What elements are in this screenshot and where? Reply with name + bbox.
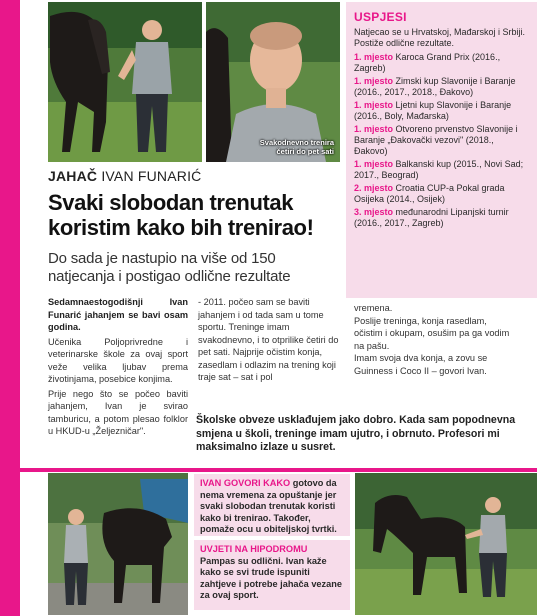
article-column-1 bbox=[48, 296, 188, 438]
achievement-place: 1. mjesto bbox=[354, 52, 394, 62]
article-paragraph: Prije nego što se počeo baviti jahanjem, Ivan je svirao tamburicu, a potom plesao folklor u HKUD-u „Željezničar". bbox=[48, 388, 188, 436]
achievement-text: Otvoreno prvenstvo Slavonije i Baranje „Đakovački vezovi" (2018., Đakovo) bbox=[354, 124, 518, 156]
article-deck: Do sada je nastupio na više od 150 natjecanja i postigao odlične rezultate bbox=[48, 250, 291, 285]
achievement-text: Zimski kup Slavonije i Baranje (2016., 2017., 2018., Đakovo) bbox=[354, 76, 516, 97]
article-paragraph: Imam svoja dva konja, a zovu se Guinness i Coco II – govori Ivan. bbox=[354, 353, 488, 376]
achievement-item bbox=[354, 52, 527, 74]
achievements-list bbox=[354, 52, 527, 229]
article-lead: Sedamnaestogodišnji Ivan Funarić jahanjem se bavi osam godina. bbox=[48, 297, 188, 332]
kicker-label: JAHAČ bbox=[48, 168, 98, 184]
achievement-item bbox=[354, 183, 527, 205]
rider-with-horse-photo bbox=[48, 2, 202, 162]
caption-line-2: četiri do pet sati bbox=[276, 147, 334, 156]
info-box-hippodrome bbox=[194, 540, 350, 610]
achievement-item bbox=[354, 207, 527, 229]
info-box-text: Pampas su odlični. Ivan kaže kako se svi trude ispuniti zahtjeve i potrebe jahača vezane za ovaj sport. bbox=[200, 555, 342, 600]
achievement-item bbox=[354, 159, 527, 181]
photo-caption bbox=[260, 138, 334, 156]
article-paragraph: - 2011. počeo sam se baviti jahanjem i od tada sam u tome sportu. Treninge imam svakodnevno, i to otprilike četiri do pet sati. Najprije očistim konja, zasedlam i odlazim na trening koji traje sat – sat i pol bbox=[198, 297, 339, 382]
achievement-place: 3. mjesto bbox=[354, 207, 394, 217]
achievement-item bbox=[354, 76, 527, 98]
article-paragraph: Poslije treninga, konja rasedlam, očistim i okupam, osušim pa ga vodim na pašu. bbox=[354, 315, 510, 351]
achievement-text: Karoca Grand Prix (2016., Zagreb) bbox=[354, 52, 501, 73]
sidebar-intro: Natjecao se u Hrvatskoj, Mađarskoj i Srbiji. Postiže odlične rezultate. bbox=[354, 27, 526, 48]
info-box-highlight: IVAN GOVORI KAKO bbox=[200, 478, 291, 488]
achievement-text: međunarodni Lipanjski turnir (2016., 2017., Zagreb) bbox=[354, 207, 509, 228]
info-box-text: gotovo da nema vremena za opuštanje jer svaki slobodan trenutak koristi kako bi trenirao. Također, pomaže ocu u obiteljskoj tvrtki. bbox=[200, 478, 337, 534]
article-kicker bbox=[48, 168, 201, 184]
achievement-text: Croatia CUP-a Pokal grada Osijeka (2014., Osijek) bbox=[354, 183, 505, 204]
article-column-3 bbox=[354, 302, 516, 377]
achievement-place: 1. mjesto bbox=[354, 100, 394, 110]
portrait-photo bbox=[206, 2, 340, 162]
info-box-free-time bbox=[194, 474, 350, 536]
achievements-sidebar bbox=[346, 2, 537, 298]
article-headline: Svaki slobodan trenutak koristim kako bih trenirao! bbox=[48, 190, 314, 240]
rider-leading-horse-photo bbox=[355, 473, 537, 615]
article-paragraph: Učenika Poljoprivredne i veterinarske škole za ovaj sport veže velika ljubav prema životinjama, posebice konjima. bbox=[48, 336, 188, 384]
pull-quote: Školske obveze usklađujem jako dobro. Kada sam popodnevna smjena u školi, treninge imam ujutro, i obrnuto. Profesori mi maksimalno izlaze u susret. bbox=[196, 414, 516, 453]
sidebar-title: USPJESI bbox=[354, 10, 407, 24]
caption-line-1: Svakodnevno trenira bbox=[259, 138, 334, 147]
achievement-item bbox=[354, 100, 527, 122]
achievement-text: Balkanski kup (2015., Novi Sad; 2017., Beograd) bbox=[354, 159, 524, 180]
kicker-name: IVAN FUNARIĆ bbox=[97, 168, 202, 184]
achievement-item bbox=[354, 124, 527, 157]
achievement-text: Ljetni kup Slavonije i Baranje (2016., Boly, Mađarska) bbox=[354, 100, 512, 121]
info-box-highlight: UVJETI NA HIPODROMU bbox=[200, 544, 308, 554]
achievement-place: 1. mjesto bbox=[354, 159, 394, 169]
article-column-2 bbox=[198, 296, 340, 384]
achievement-place: 1. mjesto bbox=[354, 124, 394, 134]
horse-washing-photo bbox=[48, 473, 188, 615]
achievement-place: 1. mjesto bbox=[354, 76, 394, 86]
achievement-place: 2. mjesto bbox=[354, 183, 394, 193]
left-accent-bar bbox=[0, 0, 20, 616]
article-paragraph: vremena. bbox=[354, 303, 393, 313]
bottom-accent-bar bbox=[20, 468, 537, 472]
